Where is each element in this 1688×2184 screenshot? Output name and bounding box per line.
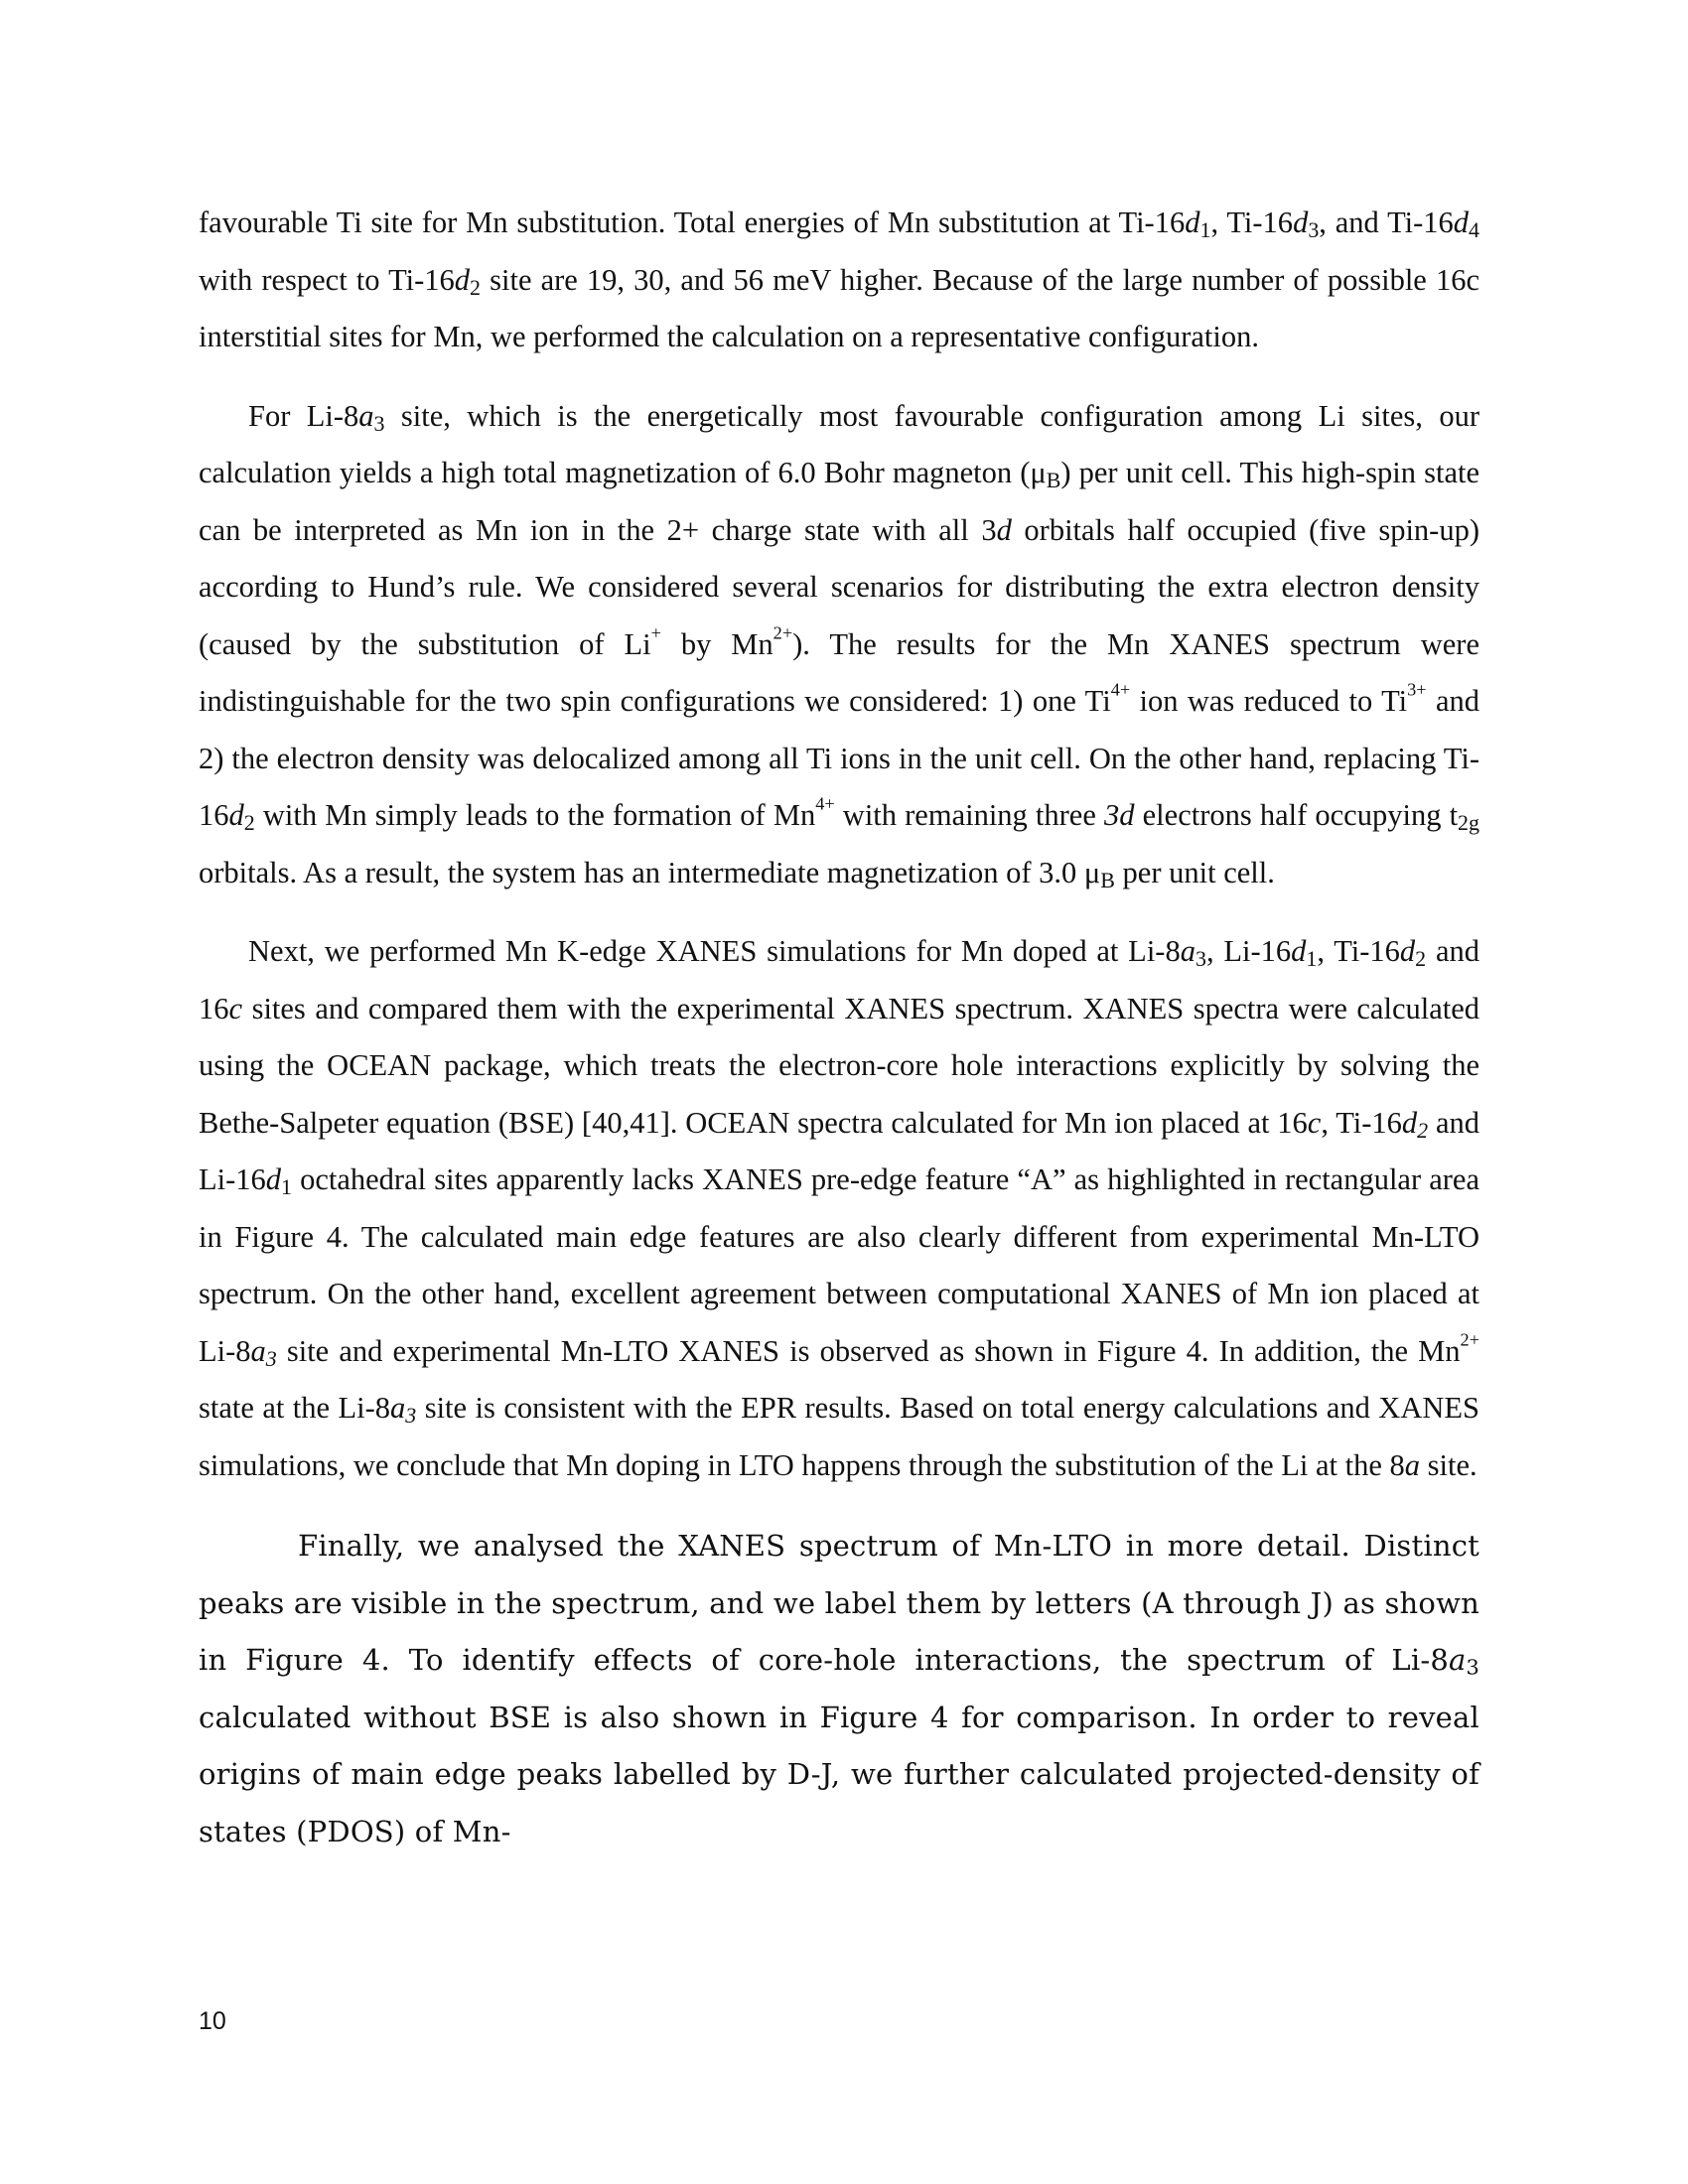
text-run: 2 [1415,945,1427,971]
text-run: orbitals. As a result, the system has an intermediate magnetization of 3.0 μ [199,855,1101,889]
text-run: with remaining three [834,798,1105,832]
text-run: and Li-16 [199,1105,1480,1196]
text-run: d [1293,205,1309,239]
text-run: Next, we performed Mn K-edge XANES simulations for Mn doped at Li-8 [248,934,1181,968]
text-run: d [996,512,1012,547]
text-run: Finally, we analysed the XANES spectrum of Mn-LTO in more detail. Distinct peaks are visible in the spectrum, and we label them by letters (A through J) as shown in Figure 4. To identify effects of core-hole interactions, the spectrum of Li-8 [199,1529,1479,1677]
page-body [199,195,1479,1860]
paragraph-2 [199,388,1479,902]
text-run: , Ti-16 [1321,1105,1402,1140]
text-run: favourable Ti site for Mn substitution. Total energies of Mn substitution at Ti-16 [199,205,1186,239]
text-run: site is consistent with the EPR results. Based on total energy calculations and XANES simulations, we conclude that Mn doping in LTO happens through the substitution of the Li at the 8 [199,1391,1479,1482]
text-run: 3d [1104,798,1135,832]
text-run: , Ti-16 [1317,934,1400,968]
text-run: B [1046,467,1061,492]
text-run: 1 [281,1173,292,1199]
text-run: and 16 [199,934,1479,1025]
text-run: 4+ [1110,679,1131,700]
text-run: site and experimental Mn-LTO XANES is observed as shown in Figure 4. In addition, the Mn [276,1333,1461,1368]
text-run: 3 [405,1402,417,1428]
text-run: d [1399,934,1416,968]
text-run: sites and compared them with the experimental XANES spectrum. XANES spectra were calculated using the OCEAN package, which treats the electron-core hole interactions explicitly by solving the Bethe-Salpeter equation (BSE) [40,41]. OCEAN spectra calculated for Mn ion placed at 16 [199,991,1479,1140]
text-run: ion was reduced to Ti [1130,684,1408,718]
paragraph-4 [199,1518,1479,1860]
text-run: , and Ti-16 [1319,205,1454,239]
paragraph-3 [199,923,1479,1494]
text-run: site. [1420,1447,1477,1482]
text-run: 4+ [815,793,835,814]
text-run: orbitals half occupied (five spin-up) according to Hund’s rule. We considered several scenarios for distributing the extra electron density (caused by the substitution of Li [199,512,1479,661]
text-run: B [1100,867,1115,892]
text-run: c [1307,1105,1322,1140]
text-run: + [650,621,661,642]
text-run: 1 [1199,216,1211,242]
text-run: a [1180,934,1196,968]
text-run: a [390,1391,406,1425]
text-run: 2 [470,274,482,300]
text-run: d [265,1162,282,1196]
text-run: c [228,991,243,1025]
text-run: ). The results for the Mn XANES spectrum were indistinguishable for the two spin configurations we considered: 1) one Ti [199,626,1479,718]
text-run: a [1404,1447,1421,1482]
text-run: 2g [1458,809,1479,835]
text-run: d [1453,205,1470,239]
paragraph-1 [199,195,1479,366]
text-run: 3 [1195,945,1206,971]
text-run: ) per unit cell. This high-spin state can be interpreted as Mn ion in the 2+ charge state with all 3 [199,456,1479,547]
text-run: 1 [1306,945,1318,971]
text-run: per unit cell. [1114,855,1275,889]
text-run: a [1449,1643,1467,1677]
text-run: a [358,398,374,433]
text-run: electrons half occupying t [1134,798,1459,832]
text-run: site, which is the energetically most favourable configuration among Li sites, our calculation yields a high total magnetization of 6.0 Bohr magneton (μ [199,398,1479,489]
text-run: 2+ [1460,1328,1479,1349]
text-run: d [1185,205,1200,239]
text-run: 3 [1308,216,1320,242]
text-run: 2 [1417,1117,1429,1143]
text-run: 4 [1469,216,1480,242]
text-run: with respect to Ti-16 [199,262,455,297]
text-run: 3 [1466,1655,1479,1680]
text-run: octahedral sites apparently lacks XANES pre-edge feature “A” as highlighted in rectangular area in Figure 4. The calculated main edge features are also clearly different from experimental Mn-LTO spectrum. On the other hand, excellent agreement between computational XANES of Mn ion placed at Li-8 [199,1162,1479,1368]
text-run: d [228,798,244,832]
text-run: For Li-8 [248,398,359,433]
text-run: 3 [265,1345,277,1371]
text-run: d [1401,1105,1418,1140]
text-run: site are 19, 30, and 56 meV higher. Because of the large number of possible 16c interstitial sites for Mn, we performed the calculation on a representative configuration. [199,262,1479,353]
text-run: , Li-16 [1205,934,1292,968]
text-run: calculated without BSE is also shown in Figure 4 for comparison. In order to reveal origins of main edge peaks labelled by D-J, we further calculated projected-density of states (PDOS) of Mn- [199,1700,1479,1848]
text-run: with Mn simply leads to the formation of Mn [254,798,816,832]
text-run: , Ti-16 [1210,205,1294,239]
text-run: and 2) the electron density was delocalized among all Ti ions in the unit cell. On the other hand, replacing Ti-16 [199,684,1479,832]
text-run: d [1291,934,1307,968]
page-number: 10 [199,2007,226,2035]
text-run: d [454,262,471,297]
text-run: 2 [243,809,255,835]
text-run: a [250,1333,266,1368]
text-run: by Mn [660,626,774,661]
text-run: 3 [373,410,385,436]
text-run: state at the Li-8 [199,1391,391,1425]
text-run: 3+ [1407,679,1427,700]
text-run: 2+ [773,621,793,642]
